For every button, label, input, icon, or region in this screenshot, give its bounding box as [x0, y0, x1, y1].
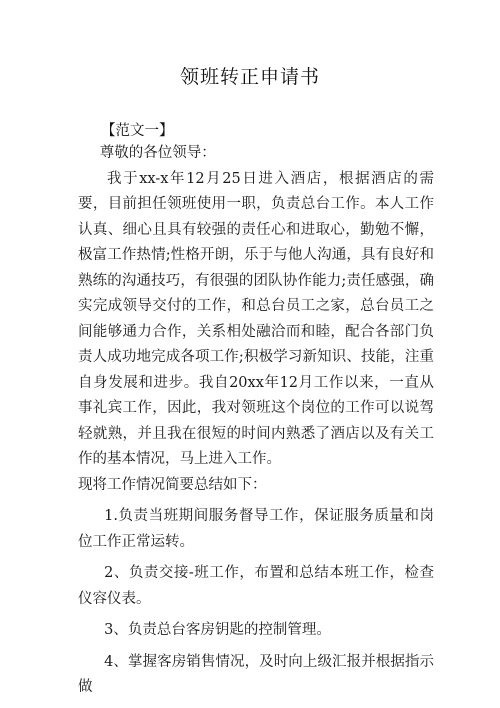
summary-intro: 现将工作情况简要总结如下： — [78, 476, 267, 493]
body-paragraph: 我于xx-x年12月25日进入酒店，根据酒店的需要，目前担任领班使用一职，负责总台工作。本人工作认真、细心且具有较强的责任心和进取心，勤勉不懈，极富工作热情;性格开朗，乐于与他人沟通，具有良好和熟练的沟通技巧，有很强的团队协作能力;责任感强，确实完成领导交付的工作，和总台员工之家，总台员工之间能够通力合作，关系相处融洽而和睦，配合各部门负责人成功地完成各项工作;积极学习新知识、技能，注重自身发展和进步。我自20xx年12月工作以来，一直从事礼宾工作，因此，我对领班这个岗位的工作可以说驾轻就熟，并且我在很短的时间内熟悉了酒店以及有关工作的基本情况，马上进入工作。 — [78, 170, 434, 467]
list-item: 3、负责总台客房钥匙的控制管理。 — [104, 622, 331, 638]
section-label: 【范文一】 — [101, 123, 174, 139]
salutation: 尊敬的各位领导： — [99, 145, 216, 161]
list-item: 4、掌握客房销售情况，及时向上级汇报并根据指示做 — [78, 653, 434, 695]
list-item: 2、负责交接-班工作，布置和总结本班工作，检查仪容仪表。 — [78, 565, 434, 607]
document-title: 领班转正申请书 — [179, 66, 320, 88]
list-item: 1.负责当班期间服务督导工作，保证服务质量和岗位工作正常运转。 — [78, 508, 434, 550]
document-body — [78, 141, 434, 701]
